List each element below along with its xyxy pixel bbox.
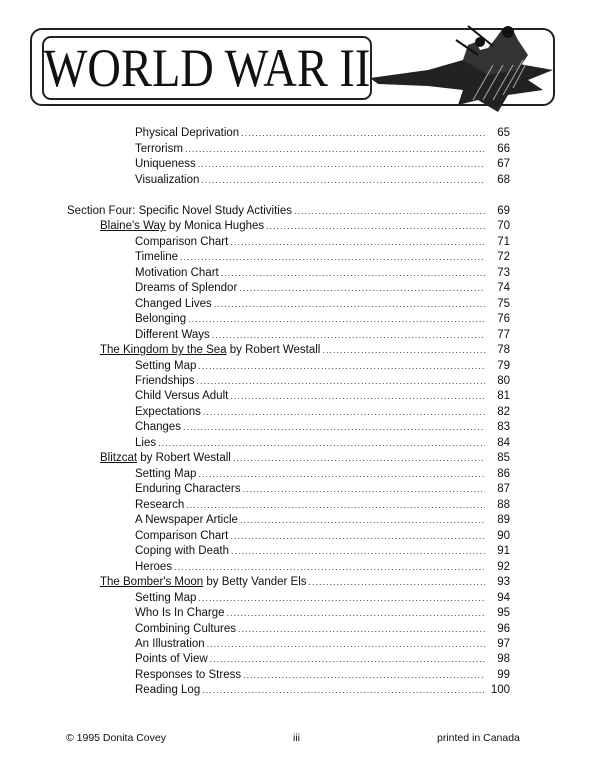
toc-label: Dreams of Splendor bbox=[135, 282, 238, 295]
dot-leader bbox=[230, 530, 485, 543]
toc-label: Uniqueness bbox=[135, 158, 196, 171]
toc-entry[interactable] bbox=[0, 388, 510, 403]
dot-leader bbox=[239, 282, 485, 295]
toc-page: 86 bbox=[485, 468, 510, 481]
toc-page: 84 bbox=[485, 437, 510, 450]
dot-leader bbox=[230, 390, 485, 403]
toc-novel-entry[interactable] bbox=[0, 450, 510, 465]
toc-label: An Illustration bbox=[135, 637, 205, 650]
dot-leader bbox=[174, 561, 485, 574]
toc-entry[interactable] bbox=[0, 140, 510, 155]
novel-author: by Monica Hughes bbox=[165, 220, 265, 233]
dot-leader bbox=[230, 236, 485, 249]
dot-leader bbox=[322, 344, 485, 357]
toc-label: Terrorism bbox=[135, 142, 183, 155]
dot-leader bbox=[201, 174, 485, 187]
dot-leader bbox=[240, 514, 485, 527]
toc-entry[interactable] bbox=[0, 233, 510, 248]
toc-label: Who Is In Charge bbox=[135, 607, 225, 620]
toc-label: Setting Map bbox=[135, 359, 197, 372]
copyright: © 1995 Donita Covey bbox=[66, 732, 166, 744]
toc-page: 95 bbox=[485, 607, 510, 620]
toc-entry[interactable] bbox=[0, 403, 510, 418]
toc-page: 80 bbox=[485, 375, 510, 388]
novel-title: Blaine's Way bbox=[100, 220, 166, 233]
toc-label: Coping with Death bbox=[135, 545, 229, 558]
page-number: iii bbox=[293, 732, 300, 744]
dot-leader bbox=[188, 313, 485, 326]
toc-novel-entry[interactable] bbox=[0, 218, 510, 233]
novel-title: The Kingdom by the Sea bbox=[100, 344, 227, 357]
toc-page: 74 bbox=[485, 282, 510, 295]
dot-leader bbox=[241, 127, 485, 140]
toc-entry[interactable] bbox=[0, 357, 510, 372]
dot-leader bbox=[226, 607, 485, 620]
toc-entry[interactable] bbox=[0, 481, 510, 496]
toc-label: Physical Deprivation bbox=[135, 127, 240, 140]
toc-entry[interactable] bbox=[0, 636, 510, 651]
toc-entry[interactable] bbox=[0, 419, 510, 434]
toc-page: 65 bbox=[485, 127, 510, 140]
dot-leader bbox=[203, 406, 485, 419]
dot-leader bbox=[207, 638, 485, 651]
title-box bbox=[42, 36, 372, 100]
toc-entry[interactable] bbox=[0, 512, 510, 527]
toc-label: Different Ways bbox=[135, 328, 210, 341]
toc-entry[interactable] bbox=[0, 682, 510, 697]
toc-entry[interactable] bbox=[0, 666, 510, 681]
toc-entry[interactable] bbox=[0, 171, 510, 186]
toc-entry[interactable] bbox=[0, 125, 510, 140]
toc-novel-entry[interactable] bbox=[0, 342, 510, 357]
dot-leader bbox=[198, 158, 485, 171]
toc-page: 81 bbox=[485, 390, 510, 403]
toc-entry[interactable] bbox=[0, 280, 510, 295]
page-title: WORLD WAR II bbox=[43, 38, 371, 98]
toc-page: 79 bbox=[485, 360, 510, 373]
dot-leader bbox=[243, 669, 485, 682]
toc-label: Motivation Chart bbox=[135, 266, 219, 279]
printed-note: printed in Canada bbox=[437, 732, 520, 744]
toc-page: 88 bbox=[485, 499, 510, 512]
dot-leader bbox=[196, 375, 485, 388]
dot-leader bbox=[266, 220, 485, 233]
toc-label: Expectations bbox=[135, 405, 201, 418]
dot-leader bbox=[180, 251, 485, 264]
toc-page: 94 bbox=[485, 592, 510, 605]
toc-page: 90 bbox=[485, 530, 510, 543]
toc-page: 71 bbox=[485, 236, 510, 249]
toc-page: 70 bbox=[485, 220, 510, 233]
dot-leader bbox=[238, 623, 485, 636]
toc-label: Combining Cultures bbox=[135, 622, 236, 635]
toc-label: Points of View bbox=[135, 653, 208, 666]
toc-label: Belonging bbox=[135, 313, 187, 326]
toc-entry[interactable] bbox=[0, 295, 510, 310]
dot-leader bbox=[212, 329, 485, 342]
dot-leader bbox=[233, 452, 485, 465]
dot-leader bbox=[309, 576, 485, 589]
dot-leader bbox=[158, 437, 485, 450]
soldiers-illustration bbox=[368, 20, 558, 115]
toc-page: 78 bbox=[485, 344, 510, 357]
toc-entry[interactable] bbox=[0, 249, 510, 264]
toc-entry[interactable] bbox=[0, 605, 510, 620]
toc-label: A Newspaper Article bbox=[135, 514, 238, 527]
toc-label: Comparison Chart bbox=[135, 235, 229, 248]
toc-entry[interactable] bbox=[0, 620, 510, 635]
toc-page: 96 bbox=[485, 623, 510, 636]
dot-leader bbox=[183, 421, 485, 434]
toc-label: Timeline bbox=[135, 251, 179, 264]
toc-page: 89 bbox=[485, 514, 510, 527]
toc-page: 93 bbox=[485, 576, 510, 589]
toc-page: 82 bbox=[485, 406, 510, 419]
toc-entry[interactable] bbox=[0, 264, 510, 279]
dot-leader bbox=[242, 483, 485, 496]
toc-label: Lies bbox=[135, 436, 157, 449]
dot-leader bbox=[198, 360, 485, 373]
dot-leader bbox=[198, 468, 485, 481]
novel-title: Blitzcat bbox=[100, 452, 138, 465]
dot-leader bbox=[186, 499, 485, 512]
toc-entry[interactable] bbox=[0, 527, 510, 542]
toc-page: 66 bbox=[485, 143, 510, 156]
toc-entry[interactable] bbox=[0, 543, 510, 558]
toc-page: 98 bbox=[485, 653, 510, 666]
novel-author: by Robert Westall bbox=[226, 344, 321, 357]
dot-leader bbox=[202, 684, 485, 697]
toc-entry[interactable] bbox=[0, 589, 510, 604]
toc-page: 85 bbox=[485, 452, 510, 465]
toc-page: 73 bbox=[485, 267, 510, 280]
novel-author: by Betty Vander Els bbox=[203, 576, 307, 589]
toc-entry[interactable] bbox=[0, 651, 510, 666]
toc-label: Enduring Characters bbox=[135, 483, 241, 496]
toc-page: 87 bbox=[485, 483, 510, 496]
toc-page: 97 bbox=[485, 638, 510, 651]
toc-page: 83 bbox=[485, 421, 510, 434]
toc-label: Changes bbox=[135, 421, 182, 434]
toc-page: 76 bbox=[485, 313, 510, 326]
toc-label: Setting Map bbox=[135, 591, 197, 604]
toc-entry[interactable] bbox=[0, 326, 510, 341]
toc-page: 72 bbox=[485, 251, 510, 264]
novel-title: The Bomber's Moon bbox=[100, 576, 204, 589]
toc-page: 68 bbox=[485, 174, 510, 187]
toc-label: Responses to Stress bbox=[135, 668, 242, 681]
toc-label: Research bbox=[135, 498, 185, 511]
toc-label: Setting Map bbox=[135, 467, 197, 480]
toc-page: 99 bbox=[485, 669, 510, 682]
toc-entry[interactable] bbox=[0, 156, 510, 171]
toc-label: Friendships bbox=[135, 375, 195, 387]
dot-leader bbox=[221, 267, 485, 280]
toc-page: 67 bbox=[485, 158, 510, 171]
toc-label: Heroes bbox=[135, 560, 173, 573]
toc-label: Child Versus Adult bbox=[135, 390, 229, 403]
toc-label: Reading Log bbox=[135, 684, 201, 697]
toc-entry[interactable] bbox=[0, 496, 510, 511]
toc-entry[interactable] bbox=[0, 465, 510, 480]
dot-leader bbox=[231, 545, 485, 558]
toc-page: 77 bbox=[485, 329, 510, 342]
toc-label: Changed Lives bbox=[135, 297, 212, 310]
dot-leader bbox=[185, 143, 485, 156]
toc-entry[interactable] bbox=[0, 558, 510, 573]
toc-entry[interactable] bbox=[0, 311, 510, 326]
toc-page: 75 bbox=[485, 298, 510, 311]
dot-leader bbox=[198, 592, 485, 605]
toc-novel-entry[interactable] bbox=[0, 574, 510, 589]
toc-entry[interactable] bbox=[0, 373, 510, 388]
toc-page: 92 bbox=[485, 561, 510, 574]
table-of-contents bbox=[0, 125, 600, 697]
dot-leader bbox=[214, 298, 485, 311]
toc-label: Visualization bbox=[135, 173, 200, 186]
toc-entry[interactable] bbox=[0, 434, 510, 449]
toc-label: Comparison Chart bbox=[135, 529, 229, 542]
toc-page: 91 bbox=[485, 545, 510, 558]
dot-leader bbox=[210, 653, 485, 666]
toc-section-entry[interactable]: Section Four: Specific Novel Study Activities ..... 69 bbox=[0, 202, 510, 217]
novel-author: by Robert Westall bbox=[137, 452, 231, 465]
toc-page: 100 bbox=[485, 684, 510, 697]
